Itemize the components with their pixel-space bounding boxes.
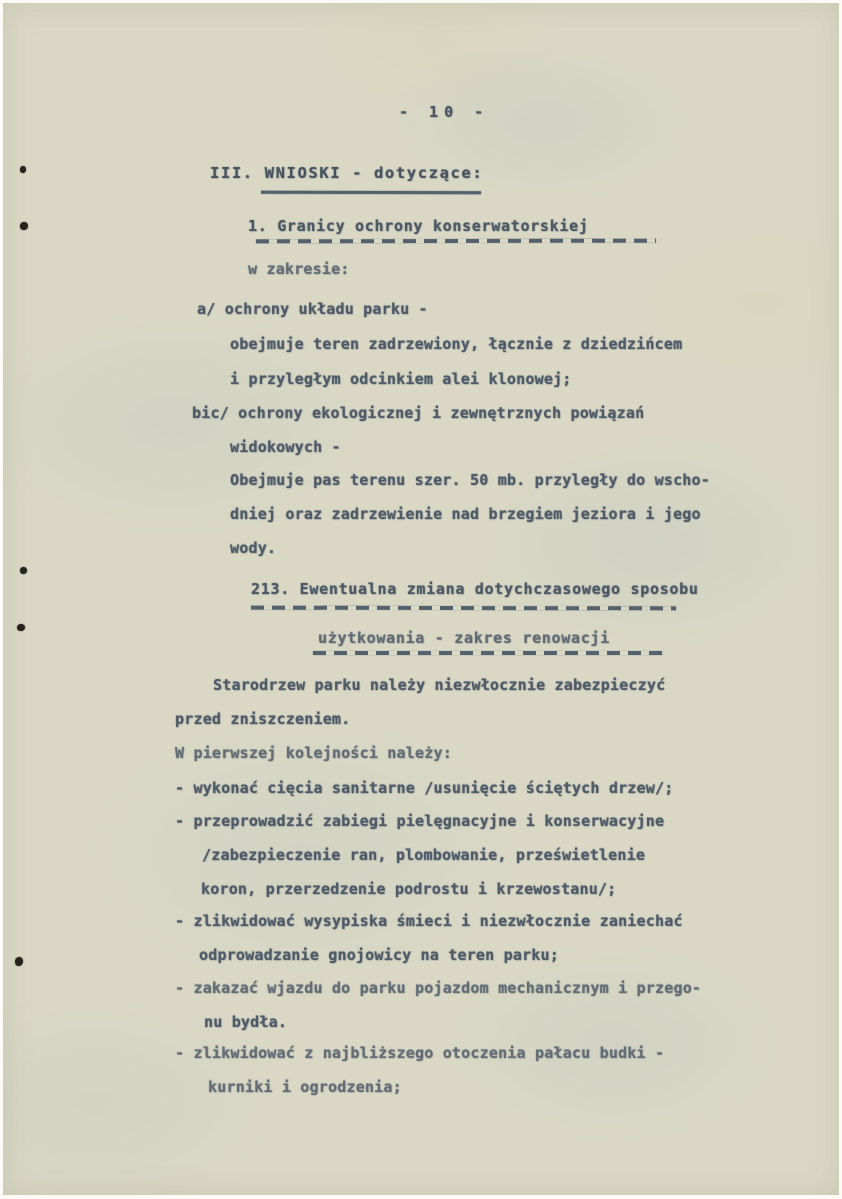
point-1-title: 1. Granicy ochrony konserwatorskiej: [248, 217, 589, 235]
section-heading: III. WNIOSKI - dotyczące:: [210, 164, 484, 182]
heading-underline: [261, 191, 481, 195]
paragraph-line: Starodrzew parku należy niezwłocznie zabezpieczyć: [213, 676, 666, 694]
ink-speck: [15, 957, 23, 966]
point-1-dashed-underline: [256, 239, 656, 243]
bullet-line: - wykonać cięcia sanitarne /usunięcie ściętych drzew/;: [175, 779, 674, 797]
paragraph-line: W pierwszej kolejności należy:: [175, 744, 452, 762]
item-bc-line: widokowych -: [230, 438, 341, 456]
item-a-line: obejmuje teren zadrzewiony, łącznie z dziedzińcem: [230, 335, 683, 353]
item-a-line: a/ ochrony układu parku -: [197, 300, 428, 318]
item-bc-line: Obejmuje pas terenu szer. 50 mb. przyległy do wscho-: [230, 471, 710, 489]
point-1-subtitle: w zakresie:: [248, 260, 350, 278]
bullet-line: - przeprowadzić zabiegi pielęgnacyjne i konserwacyjne: [175, 812, 665, 830]
bullet-line: odprowadzanie gnojowicy na teren parku;: [199, 946, 559, 964]
item-bc-line: wody.: [230, 539, 277, 557]
bullet-line: - zakazać wjazdu do parku pojazdom mechanicznym i przego-: [175, 979, 702, 997]
bullet-line: koron, przerzedzenie podrostu i krzewostanu/;: [201, 880, 617, 898]
bullet-line: - zlikwidować wysypiska śmieci i niezwłocznie zaniechać: [175, 912, 683, 930]
bullet-line: /zabezpieczenie ran, plombowanie, prześwietlenie: [202, 846, 646, 864]
bullet-line: kurniki i ogrodzenia;: [208, 1078, 402, 1096]
bullet-line: nu bydła.: [204, 1013, 288, 1031]
item-a-line: i przyległym odcinkiem alei klonowej;: [230, 370, 572, 388]
ink-speck: [17, 624, 25, 631]
typewritten-text-layer: [3, 3, 839, 1195]
scanned-document-page: [3, 3, 839, 1195]
item-bc-line: bic/ ochrony ekologicznej i zewnętrznych powiązań: [192, 404, 645, 422]
point-2-3-dashed-underline: [313, 651, 663, 655]
ink-speck: [20, 567, 27, 574]
page-number: - 10 -: [399, 103, 490, 121]
point-2-3-title: 213. Ewentualna zmiana dotychczasowego sposobu: [251, 580, 699, 598]
point-2-3-dashed-underline: [251, 606, 676, 610]
ink-speck: [20, 166, 26, 173]
bullet-line: - zlikwidować z najbliższego otoczenia pałacu budki -: [175, 1044, 665, 1062]
point-2-3-title: użytkowania - zakres renowacji: [318, 629, 610, 647]
ink-speck: [20, 222, 28, 230]
paragraph-line: przed zniszczeniem.: [175, 710, 351, 728]
item-bc-line: dniej oraz zadrzewienie nad brzegiem jeziora i jego: [230, 505, 701, 523]
